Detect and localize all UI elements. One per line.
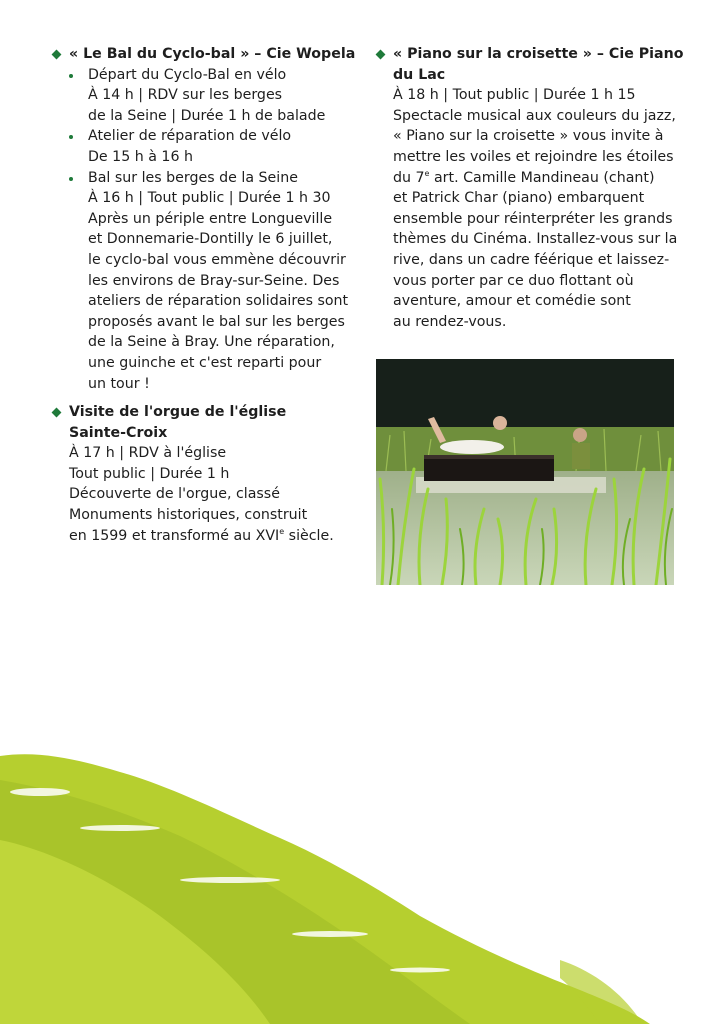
list-item xyxy=(69,168,350,395)
text-line: vous porter par ce duo flottant où xyxy=(393,272,634,289)
text-line: À 16 h | Tout public | Durée 1 h 30 xyxy=(88,190,331,207)
text-line: ensemble pour réinterpréter les grands xyxy=(393,210,673,227)
section-title xyxy=(69,402,350,443)
title-line: du Lac xyxy=(393,66,446,83)
text-line: de la Seine à Bray. Une réparation, xyxy=(88,334,335,351)
text-line: mettre les voiles et rejoindre les étoiles xyxy=(393,148,674,165)
text-line: et Donnemarie-Dontilly le 6 juillet, xyxy=(88,231,333,248)
text-line: À 18 h | Tout public | Durée 1 h 15 xyxy=(393,87,636,104)
green-diamond-icon xyxy=(376,50,386,60)
text-line: À 17 h | RDV à l'église xyxy=(69,445,227,462)
section-piano xyxy=(374,44,684,332)
text-line: proposés avant le bal sur les berges xyxy=(88,313,345,330)
lime-brush-splash xyxy=(0,720,722,1024)
text-line: Bal sur les berges de la Seine xyxy=(88,169,298,186)
list-item xyxy=(69,126,350,167)
text-line: Spectacle musical aux couleurs du jazz, xyxy=(393,107,676,124)
text-line: un tour ! xyxy=(88,375,150,392)
text-line xyxy=(69,526,350,547)
title-line: Visite de l'orgue de l'église xyxy=(69,404,287,421)
text-line xyxy=(393,168,680,189)
text-line: Après un périple entre Longueville xyxy=(88,210,333,227)
text-line: de la Seine | Durée 1 h de balade xyxy=(88,107,326,124)
text-line: aventure, amour et comédie sont xyxy=(393,293,631,310)
green-bullet-icon xyxy=(69,135,73,139)
section-title xyxy=(69,44,356,65)
text-line: Découverte de l'orgue, classé xyxy=(69,486,280,503)
text-line: Atelier de réparation de vélo xyxy=(88,128,292,145)
text-line: Monuments historiques, construit xyxy=(69,507,308,524)
text-line: « Piano sur la croisette » vous invite à xyxy=(393,128,664,145)
text-line: au rendez-vous. xyxy=(393,313,507,330)
text-line: rive, dans un cadre féérique et laissez- xyxy=(393,251,670,268)
superscript: e xyxy=(424,168,430,178)
text-line: ateliers de réparation solidaires sont xyxy=(88,293,349,310)
text-line: Tout public | Durée 1 h xyxy=(69,465,230,482)
section-cyclo-bal xyxy=(50,44,356,394)
text-line: À 14 h | RDV sur les berges xyxy=(88,87,283,104)
text-line: le cyclo-bal vous emmène découvrir xyxy=(88,251,346,268)
text-fragment: siècle. xyxy=(284,527,334,544)
text-line: thèmes du Cinéma. Installez-vous sur la xyxy=(393,231,678,248)
text-line: Départ du Cyclo-Bal en vélo xyxy=(88,66,287,83)
green-diamond-icon xyxy=(52,50,62,60)
text-fragment: art. Camille Mandineau (chant) xyxy=(429,169,655,186)
title-line: « Piano sur la croisette » – Cie Piano xyxy=(393,46,684,62)
text-line: De 15 h à 16 h xyxy=(88,148,193,165)
text-fragment: du 7 xyxy=(393,169,425,186)
text-fragment: en 1599 et transformé au XVI xyxy=(69,527,280,544)
list-item xyxy=(69,65,350,127)
superscript: e xyxy=(279,526,285,536)
text-line: et Patrick Char (piano) embarquent xyxy=(393,190,645,207)
green-bullet-icon xyxy=(69,177,73,181)
title-line: « Le Bal du Cyclo-bal » – Cie Wopela xyxy=(69,46,356,62)
piano-lake-photo xyxy=(376,359,674,585)
right-column xyxy=(374,44,684,340)
section-title xyxy=(393,44,684,85)
section-orgue xyxy=(50,402,350,546)
green-diamond-icon xyxy=(52,408,62,418)
text-line: les environs de Bray-sur-Seine. Des xyxy=(88,272,340,289)
title-line: Sainte-Croix xyxy=(69,424,168,441)
green-bullet-icon xyxy=(69,74,73,78)
left-column xyxy=(50,44,356,554)
text-line: une guinche et c'est reparti pour xyxy=(88,354,322,371)
